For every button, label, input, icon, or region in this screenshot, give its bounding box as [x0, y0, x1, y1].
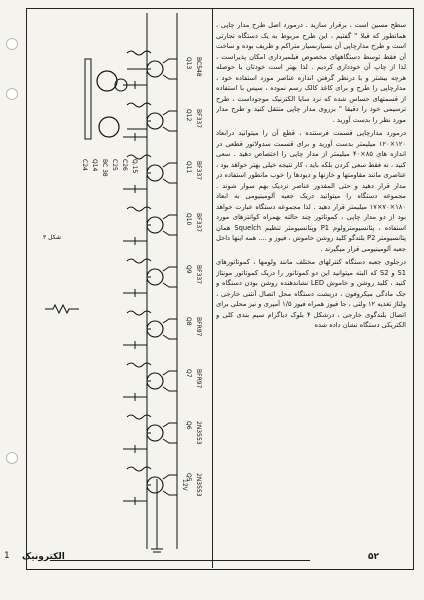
transistor-label: Q7	[185, 369, 192, 378]
figure-label: شکل ۳	[43, 234, 62, 241]
paragraph: سطح مسین است ، برقرار سازید . درمورد اصل طرح مدار چاپی ، همانطور که قبلا " گفتیم ، این طرح مربوط به یک دستگاه تجارتی است و طرح مدارچاپی آن بسیاربسیار متراکم و ظریف بوده و ساخت آن فقط توسط دستگاههای مخصوص فیلمبرداری امکان پذیراست ، لذا از چاپ آن خودداری کردیم . لذا بهتر است خودتان با حوصله هرچه بیشتر و با درنظر گرفتن اندازه عناصر مورد استفاده خود ، مدارچاپی را طرح و برای کاغذ کالک رسم نموده ، سپس با استفاده از قسمتهای حساس شده که نزد سایا الکترنیک موجوداست ، طرح ترسیمی خود را دقیقا " برروی مدار چاپی منتقل کنید و طرح مدار مورد نظر را بدست آورید .	[216, 21, 406, 124]
transistor-label: Q10	[185, 213, 192, 226]
part-number-label: BFR97	[195, 317, 202, 337]
amplifier-stages	[123, 51, 202, 505]
part-number-label: BC548	[195, 57, 202, 77]
transistor-stage	[123, 363, 202, 401]
column-divider	[212, 8, 213, 568]
transistor-label: Q6	[185, 421, 192, 430]
page-number: ۵۲	[368, 552, 379, 562]
transistor-stage	[123, 207, 202, 245]
binder-hole	[6, 38, 18, 50]
transistor-label: Q9	[185, 265, 192, 274]
paragraph: درجلوی جعبه دستگاه کنترلهای مختلف مانند ولومها ، کموتاتورهای S1 و S2 که البته میتوانید این دو کموتاتور را دریک کموتاتور مونتاژ کنید ، کلید روشن و خاموش LED نشاندهنده روشن بودن دستگاه و جک مادگی میکروفون ، دریشت دستگاه محل اتصال آنتنی خارجی ، ولتاژ تغذیه ۱۲ ولتی ، جا فیوز همراه فیوز ۱/۵ آمپری و نیز محلی برای اتصال بلندگوی خارجی ، درشکل ۴ بلوک دیاگرام سیم بندی کلی و الکتریکی دستگاه نشان داده شده	[216, 258, 406, 329]
transistor-stage	[123, 311, 202, 349]
transistor-label: Q12	[185, 109, 192, 122]
side-label: BC 38	[101, 159, 108, 177]
side-label: C24	[81, 159, 88, 171]
part-number-label: BF337	[195, 265, 202, 285]
transistor-stage	[123, 467, 202, 505]
binder-hole	[6, 452, 18, 464]
transistor-label: Q5	[185, 473, 192, 482]
transistor-stage	[123, 259, 202, 297]
side-number: 1	[4, 551, 10, 561]
side-label: Q.15	[131, 159, 138, 174]
part-number-label: 2N3553	[195, 421, 202, 445]
part-number-label: BF337	[195, 213, 202, 233]
side-label: C26	[121, 159, 128, 171]
transistor-label: Q11	[185, 161, 192, 174]
transistor-stage	[123, 415, 202, 453]
part-number-label: BF337	[195, 109, 202, 129]
paragraph: درمورد مدارچاپی قسمت فرستنده ، قطع آن را میتوانید درابعاد ۱۲۰×۱۲۰ میلیمتر بدست آورید و برای قسمت سدولاتور قطعی در اندازه های ۸۵×۴۰ میلیمتر از مدار چاپی را اختصاص دهید . سعی کنید ، نه فقط سعی کردن بلکه باید ، کار نتیجه خیلی بهتر خواهد بود ، عناصری مانند مقاومتها و خازنها و دیودها را خوب مانطور استفاده در مدار قرار دهید و حتی المقدور عناصر نزدیک بهم سوار شوند . مجموعه دستگاه را میتوانید دریک جعبه آلومینیومی به ابعاد ۱۸۰×۷۰×۱۷ میلیمتر قرار دهید . لذا مجموعه دستگاه عبارت خواهد بود از دو مدار چاپی ، کموتاتور چند حالته بهمراه کوانتزهای مورد استفاده ، پتانسیومترولوم P1 وپتانسیومتر تنظیم Squelch همان پتانسیومتر P2 بلندگو کلید روشن خاموش ، فیوز و .... همه اینها داخل جعبه آلومینیومی قرار میگیرند .	[216, 129, 406, 253]
part-number-label: BF337	[195, 161, 202, 181]
binder-hole	[6, 88, 18, 100]
part-number-label: BFR97	[195, 369, 202, 389]
transistor-label: Q13	[185, 57, 192, 70]
article-text-column	[216, 20, 406, 560]
part-number-label: 2N3553	[195, 473, 202, 497]
transistor-label: Q8	[185, 317, 192, 326]
transistor-stage	[123, 103, 202, 141]
circuit-schematic	[27, 9, 211, 567]
side-label: C25	[111, 159, 118, 171]
footer-rule	[50, 560, 310, 561]
transistor-stage	[123, 51, 202, 89]
side-label: Q14	[91, 159, 98, 172]
magazine-title: الکترونیک	[22, 552, 65, 562]
rail-label: 12V	[181, 479, 188, 491]
